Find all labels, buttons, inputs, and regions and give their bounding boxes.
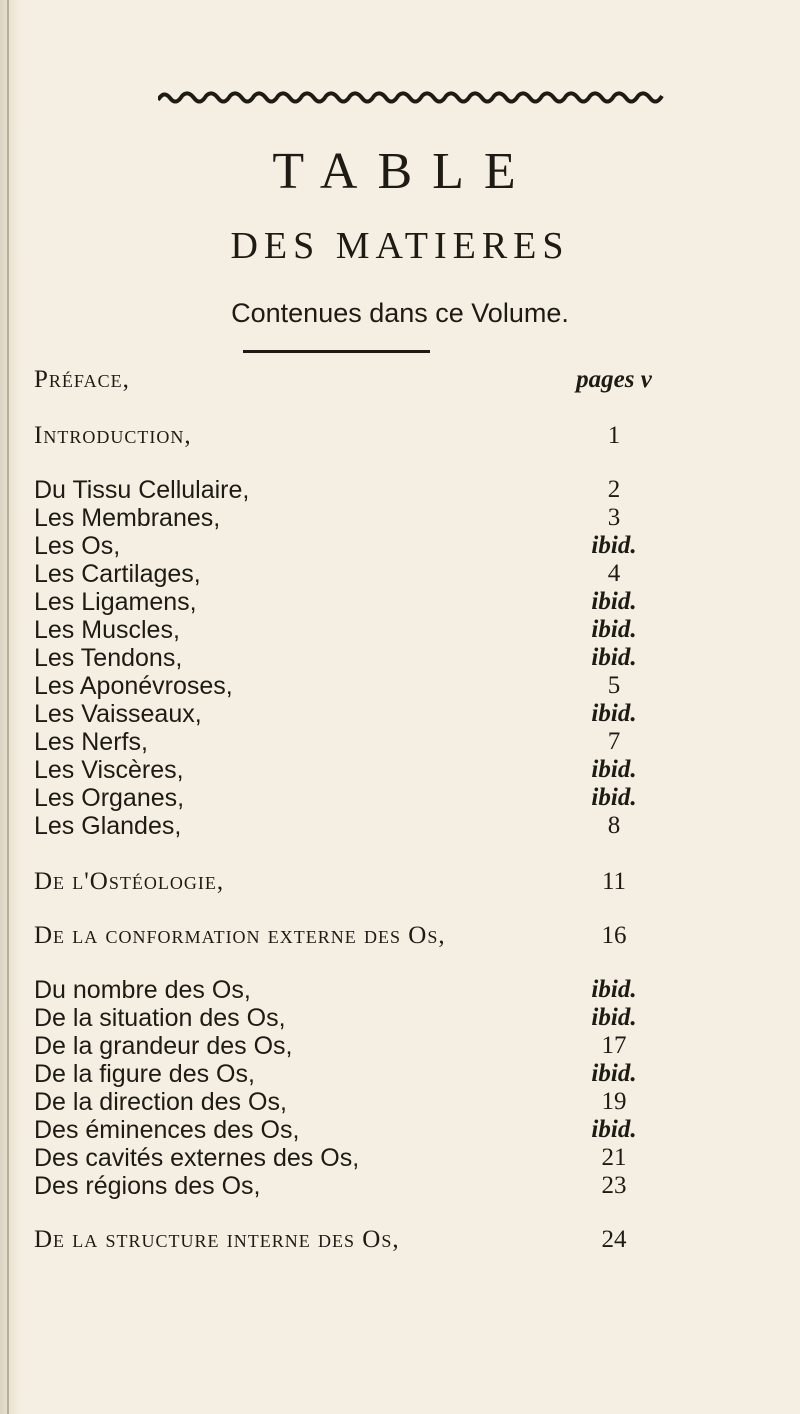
toc-entry [34,728,674,758]
toc-entry-page: ibid. [591,756,637,783]
toc-entry-page: 19 [601,1088,627,1115]
toc-entry [34,644,674,674]
toc-entry-label: Du Tissu Cellulaire, [34,476,250,504]
toc-entry-label: Les Nerfs, [34,728,148,756]
toc-entry-page: 7 [607,728,621,755]
page-title: TABLE [272,143,536,200]
toc-entry-label: Du nombre des Os, [34,976,251,1004]
toc-entry-page: 5 [607,672,621,699]
toc-entry-page: ibid. [591,588,637,615]
toc-entry-page: ibid. [591,532,637,559]
toc-entry-page: 8 [607,812,621,839]
toc-entry-osteologie [34,868,674,898]
toc-entry-label: Les Os, [34,532,121,560]
toc-entry [34,1032,674,1062]
toc-entry-label: Des régions des Os, [34,1172,261,1200]
toc-entry-structure-interne [34,1226,674,1256]
toc-entry-label: De l'Ostéologie, [34,868,225,895]
decorative-border-ornament [158,88,668,104]
toc-entry [34,756,674,786]
toc-entry-page: pages v [576,366,652,393]
toc-entry-page: 1 [607,422,621,449]
toc-entry [34,616,674,646]
toc-entry-label: Les Viscères, [34,756,184,784]
toc-entry-label: Les Aponévroses, [34,672,233,700]
toc-entry [34,1004,674,1034]
toc-entry-label: Les Vaisseaux, [34,700,202,728]
toc-entry-page: ibid. [591,1060,637,1087]
toc-entry-page: 24 [601,1226,627,1253]
toc-entry-page: 3 [607,504,621,531]
toc-entry-page: 4 [607,560,621,587]
contents-caption: Contenues dans ce Volume. [231,298,569,328]
toc-entry [34,504,674,534]
toc-entry-label: Les Muscles, [34,616,180,644]
toc-entry-label: De la conformation externe des Os, [34,922,446,949]
page-subtitle: DES MATIERES [230,225,570,267]
toc-entry-page: ibid. [591,644,637,671]
toc-entry [34,1172,674,1202]
toc-entry-label: De la direction des Os, [34,1088,287,1116]
toc-entry [34,476,674,506]
binding-edge [7,0,9,1414]
toc-entry-page: ibid. [591,700,637,727]
toc-entry-conformation-externe [34,922,674,952]
toc-entry-label: Les Ligamens, [34,588,197,616]
toc-entry [34,1144,674,1174]
toc-entry-label: Les Glandes, [34,812,182,840]
toc-entry [34,1060,674,1090]
page-spine-shadow [0,0,22,1414]
toc-entry-label: Des cavités externes des Os, [34,1144,360,1172]
toc-entry-label: De la structure interne des Os, [34,1226,400,1253]
toc-entry-label: De la figure des Os, [34,1060,255,1088]
toc-entry-page: 2 [607,476,621,503]
toc-entry [34,1088,674,1118]
toc-entry-label: Préface, [34,366,130,393]
toc-entry [34,700,674,730]
toc-entry-preface [34,366,674,396]
toc-entry [34,532,674,562]
toc-entry-page: 23 [601,1172,627,1199]
toc-entry-label: Les Membranes, [34,504,221,532]
toc-entry [34,784,674,814]
toc-entry-label: Des éminences des Os, [34,1116,300,1144]
toc-entry-page: ibid. [591,1004,637,1031]
toc-entry-label: Introduction, [34,422,192,449]
toc-entry [34,588,674,618]
toc-entry [34,976,674,1006]
toc-entry-label: Les Organes, [34,784,185,812]
toc-entry-page: 11 [601,868,627,895]
toc-entry-page: 16 [601,922,627,949]
toc-entry-label: Les Cartilages, [34,560,201,588]
toc-entry-page: ibid. [591,976,637,1003]
toc-entry-page: 21 [601,1144,627,1171]
toc-entry [34,560,674,590]
toc-entry-label: De la situation des Os, [34,1004,286,1032]
toc-entry-page: ibid. [591,616,637,643]
toc-entry-page: ibid. [591,1116,637,1143]
toc-entry-label: De la grandeur des Os, [34,1032,293,1060]
toc-entry [34,1116,674,1146]
toc-entry-label: Les Tendons, [34,644,183,672]
toc-entry [34,812,674,842]
toc-entry-introduction [34,422,674,452]
toc-entry [34,672,674,702]
toc-entry-page: ibid. [591,784,637,811]
toc-entry-page: 17 [601,1032,627,1059]
horizontal-rule [243,350,430,353]
